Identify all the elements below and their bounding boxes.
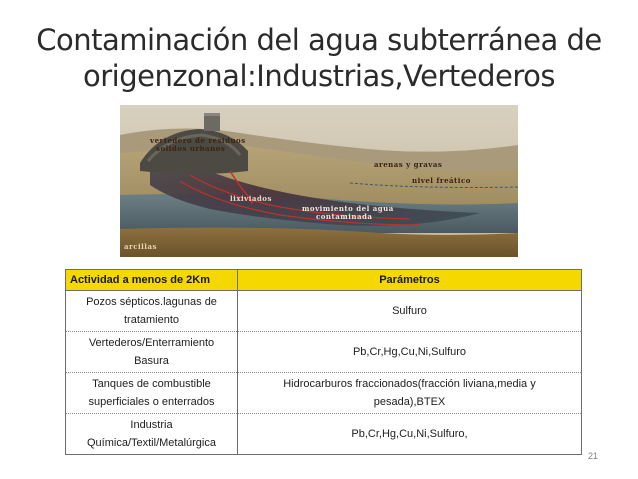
label-water-table: nivel freático [412,176,471,185]
table-header-row [66,270,582,291]
parameters-cell [238,373,582,414]
label-leachate: lixiviados [230,194,272,203]
parameters-table [65,269,582,455]
table-row [66,291,582,332]
activity-text: tratamiento [123,314,180,326]
activity-text: Industria [130,419,173,431]
activity-cell [66,291,238,332]
activity-text: Química/Textil/Metalúrgica [87,437,216,449]
parameters-cell: Pb,Cr,Hg,Cu,Ni,Sulfuro [238,332,582,373]
header-activity: Actividad a menos de 2Km [66,270,238,291]
slide-title-line-1: Contaminación del agua subterránea de [36,23,602,57]
header-parameters: Parámetros [238,270,582,291]
parameters-text: pesada),BTEX [373,396,446,408]
page-number: 21 [587,451,598,461]
label-clay: arcillas [124,242,157,251]
activity-text: Vertederos/Enterramiento [88,337,215,349]
table-row [66,373,582,414]
table-row [66,414,582,455]
table-row [66,332,582,373]
parameters-text: Hidrocarburos fraccionados(fracción liviana,media y [283,378,536,390]
activity-text: Basura [134,355,169,367]
activity-text: Pozos sépticos.lagunas de [86,296,217,308]
activity-cell [66,414,238,455]
building [204,115,220,131]
label-plume-2: contaminada [316,212,373,221]
contamination-diagram [120,105,518,257]
activity-text: superficiales o enterrados [88,396,215,408]
activity-text: Tanques de combustible [92,378,211,390]
slide-title-line-2: origenzonal:Industrias,Vertederos [82,59,556,93]
slide-title [20,22,618,94]
activity-cell [66,373,238,414]
label-sand: arenas y gravas [374,160,443,169]
parameters-cell: Pb,Cr,Hg,Cu,Ni,Sulfuro, [238,414,582,455]
label-plume: movimiento del agua [302,204,394,213]
activity-cell [66,332,238,373]
label-landfill: vertedero de residuos [150,136,246,145]
label-landfill-2: solidos urbanos [156,144,226,153]
parameters-cell: Sulfuro [238,291,582,332]
